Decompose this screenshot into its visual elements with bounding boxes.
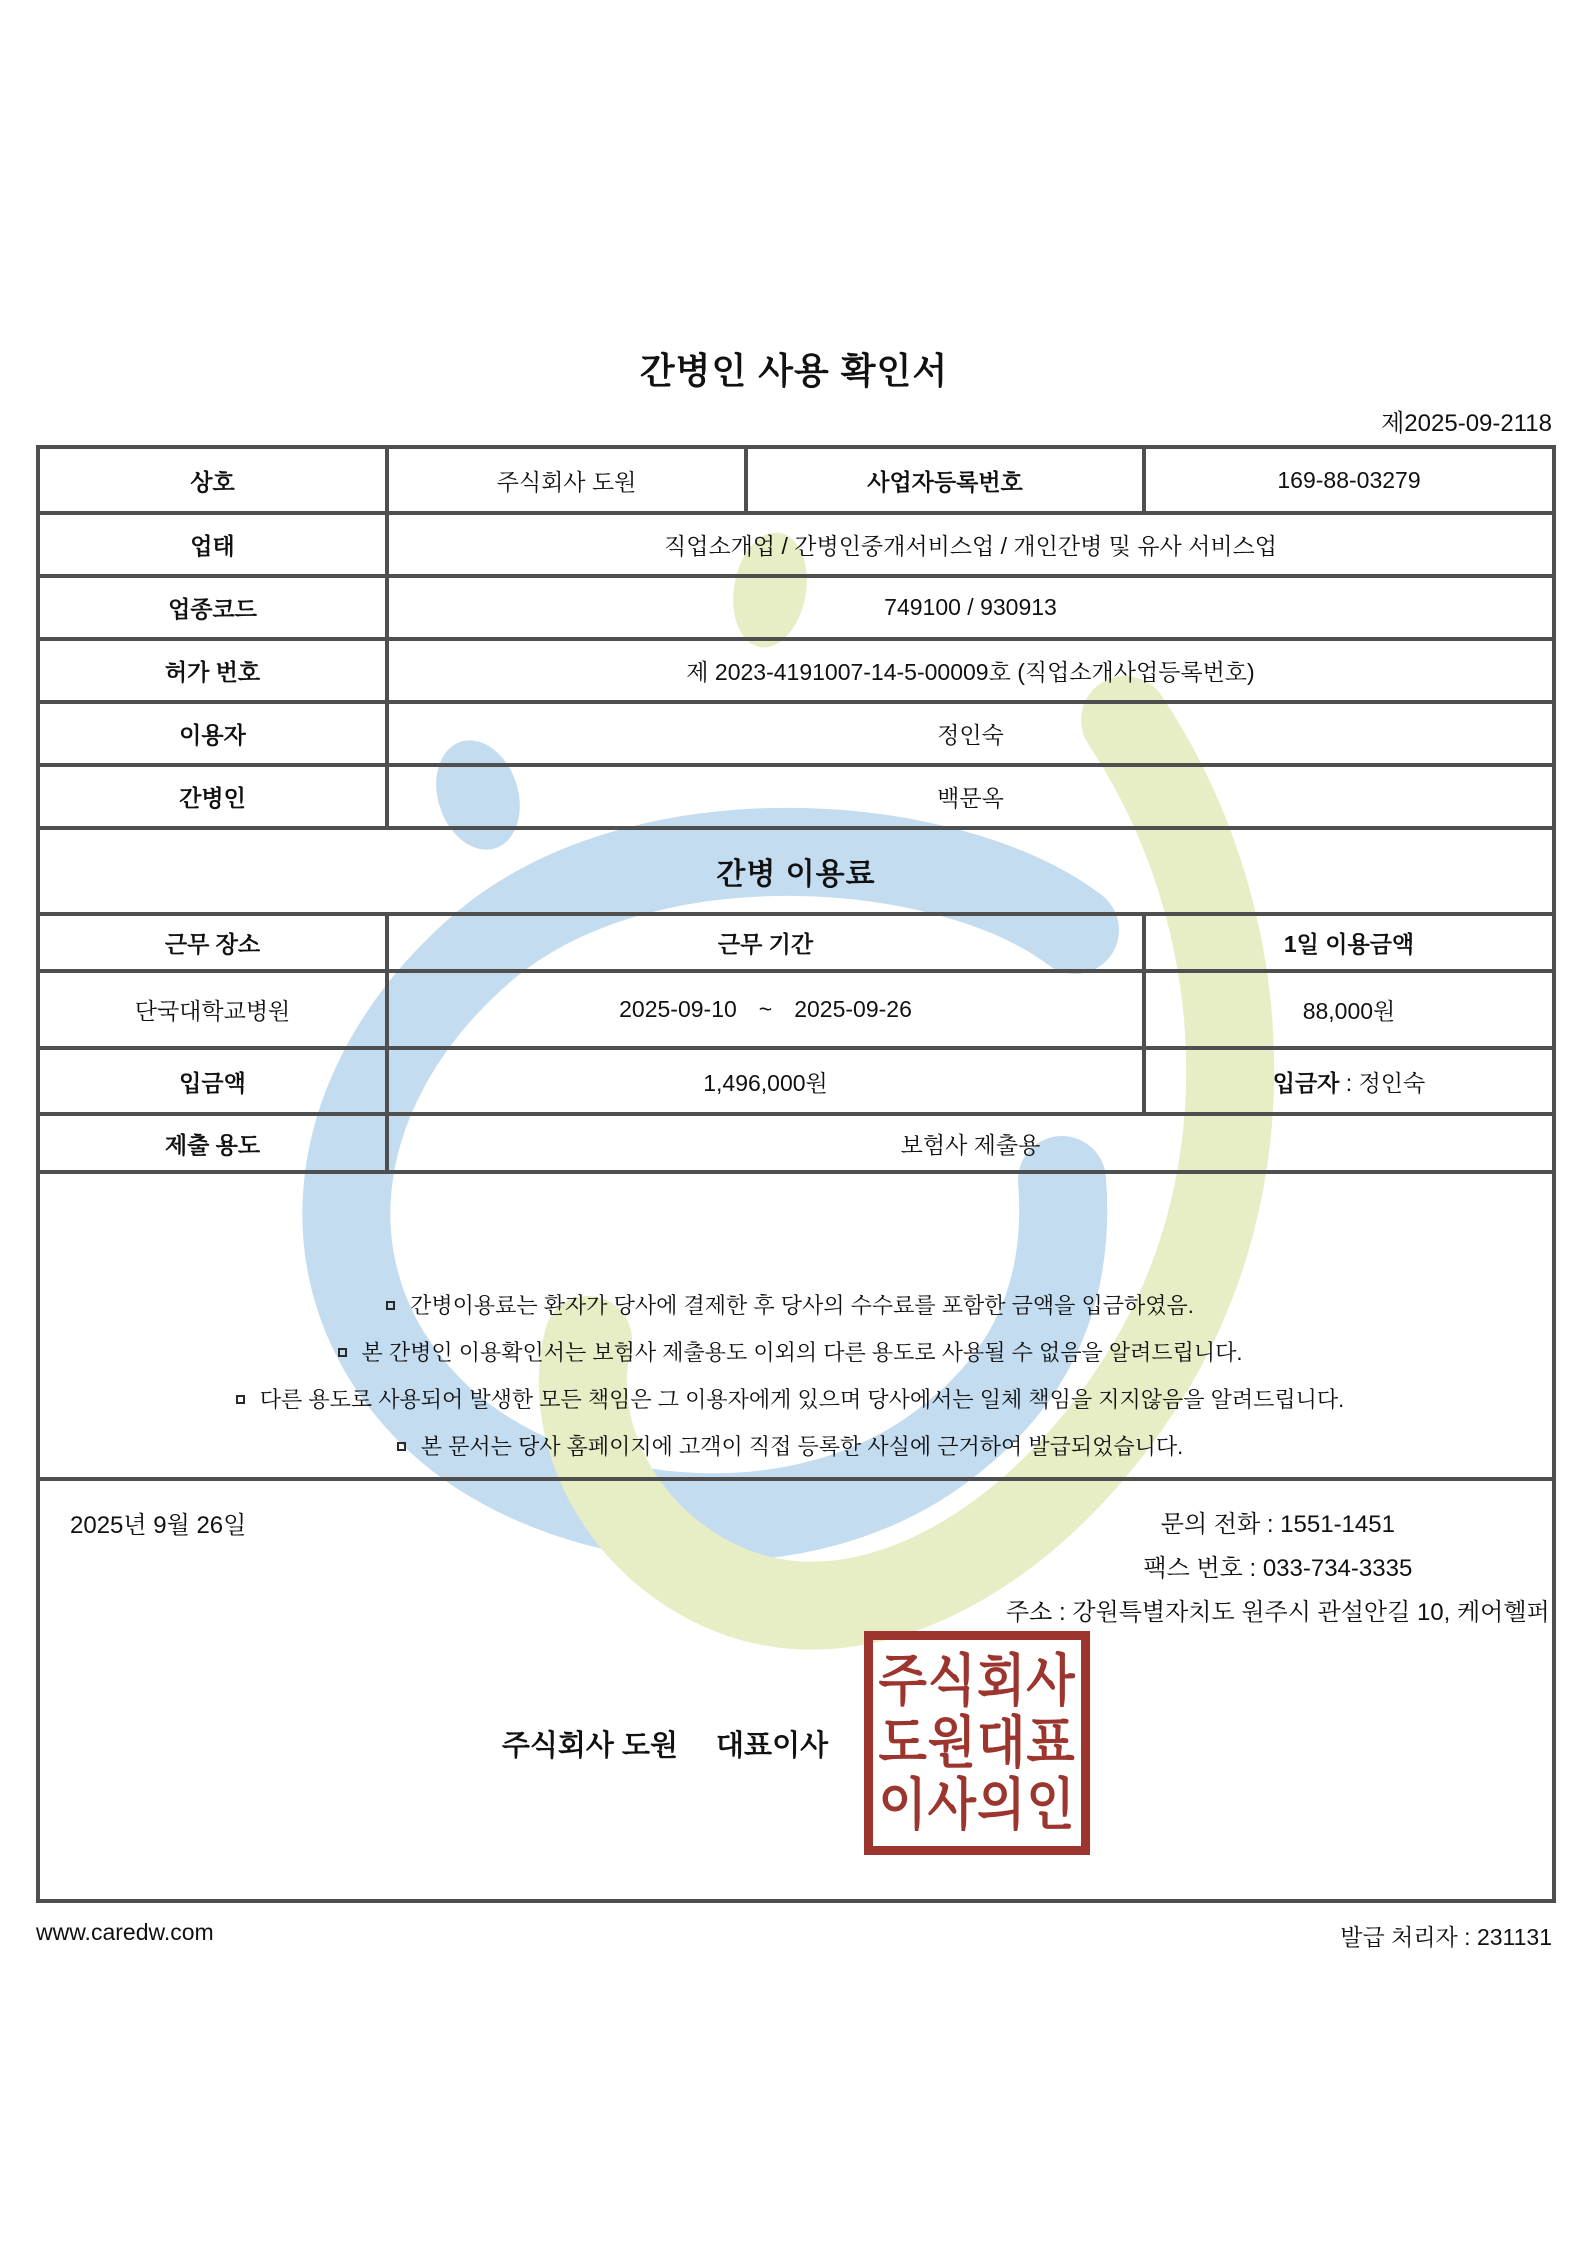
period-start-date: 2025-09-10 [619, 996, 737, 1022]
fee-header-row [38, 914, 1554, 971]
value-industry-code: 749100 / 930913 [387, 576, 1554, 639]
purpose-row [38, 1114, 1554, 1172]
seal-line: 이사의인 [878, 1773, 1076, 1837]
seal-line: 도원대표 [878, 1711, 1076, 1775]
value-user: 정인숙 [387, 702, 1554, 765]
label-submission-purpose: 제출 용도 [38, 1114, 387, 1172]
header-workplace: 근무 장소 [38, 914, 387, 971]
table-row-caregiver [38, 765, 1554, 828]
deposit-row [38, 1048, 1554, 1114]
label-business-type: 업태 [38, 513, 387, 576]
label-depositor: 입금자 [1272, 1069, 1340, 1096]
period-end-date: 2025-09-26 [794, 996, 912, 1022]
contact-phone: 문의 전화 : 1551-1451 [1160, 1511, 1395, 1538]
signature-block [38, 1479, 1554, 1901]
label-caregiver: 간병인 [38, 765, 387, 828]
seal-line: 주식회사 [878, 1649, 1076, 1713]
label-industry-code: 업종코드 [38, 576, 387, 639]
label-user: 이용자 [38, 702, 387, 765]
table-row-industry-code [38, 576, 1554, 639]
square-bullet-icon [236, 1395, 245, 1404]
footer-website: www.caredw.com [36, 1919, 214, 1945]
fee-data-row [38, 971, 1554, 1048]
value-permit-number: 제 2023-4191007-14-5-00009호 (직업소개사업등록번호) [387, 639, 1554, 702]
page-footer [36, 1919, 1552, 1952]
note-text: 본 간병인 이용확인서는 보험사 제출용도 이외의 다른 용도로 사용될 수 없음을 알려드립니다. [361, 1339, 1243, 1365]
header-work-period: 근무 기간 [387, 914, 1144, 971]
label-business-reg-number: 사업자등록번호 [746, 447, 1144, 513]
square-bullet-icon [397, 1442, 406, 1451]
fee-section-title: 간병 이용료 [38, 828, 1554, 914]
sign-role: 대표이사 [716, 1729, 829, 1762]
value-company-name: 주식회사 도원 [387, 447, 746, 513]
notes-block [38, 1172, 1554, 1479]
note-text: 간병이용료는 환자가 당사에 결제한 후 당사의 수수료를 포함한 금액을 입금하였음. [410, 1292, 1194, 1318]
table-row-permit-number [38, 639, 1554, 702]
label-permit-number: 허가 번호 [38, 639, 387, 702]
value-deposit-amount: 1,496,000원 [387, 1048, 1144, 1114]
depositor-name: 정인숙 [1358, 1069, 1426, 1096]
signature-row [38, 1479, 1554, 1901]
sign-company-name: 주식회사 도원 [501, 1729, 679, 1762]
value-depositor [1144, 1048, 1554, 1114]
note-text: 다른 용도로 사용되어 발생한 모든 책임은 그 이용자에게 있으며 당사에서는 일체 책임을 지지않음을 알려드립니다. [259, 1386, 1345, 1412]
depositor-separator: : [1339, 1069, 1359, 1096]
corporate-seal-stamp [864, 1631, 1090, 1855]
square-bullet-icon [386, 1301, 395, 1310]
notes-row [38, 1172, 1554, 1479]
confirmation-table [36, 445, 1556, 1903]
note-item [68, 1329, 1512, 1376]
value-business-type: 직업소개업 / 간병인중개서비스업 / 개인간병 및 유사 서비스업 [387, 513, 1554, 576]
value-work-period [387, 971, 1144, 1048]
period-separator: ~ [758, 996, 773, 1022]
value-daily-fee: 88,000원 [1144, 971, 1554, 1048]
value-caregiver: 백문옥 [387, 765, 1554, 828]
footer-issuer-id: 발급 처리자 : 231131 [1340, 1924, 1552, 1950]
note-item [68, 1423, 1512, 1470]
label-company-name: 상호 [38, 447, 387, 513]
label-deposit-amount: 입금액 [38, 1048, 387, 1114]
table-row-user [38, 702, 1554, 765]
note-text: 본 문서는 당사 홈페이지에 고객이 직접 등록한 사실에 근거하여 발급되었습니다. [420, 1433, 1184, 1459]
contact-address: 주소 : 강원특별자치도 원주시 관설안길 10, 케어헬퍼 [1006, 1599, 1550, 1626]
note-item [68, 1282, 1512, 1329]
table-row-company [38, 447, 1554, 513]
contact-info [1006, 1503, 1550, 1635]
company-signature-text [502, 1723, 828, 1764]
company-signature-group [40, 1631, 1552, 1855]
value-business-reg-number: 169-88-03279 [1144, 447, 1554, 513]
value-submission-purpose: 보험사 제출용 [387, 1114, 1554, 1172]
table-row-business-type [38, 513, 1554, 576]
fee-section-title-row [38, 828, 1554, 914]
header-daily-fee: 1일 이용금액 [1144, 914, 1554, 971]
contact-fax: 팩스 번호 : 033-734-3335 [1143, 1555, 1413, 1582]
issue-date: 2025년 9월 26일 [70, 1512, 247, 1539]
page-title: 간병인 사용 확인서 [639, 350, 949, 391]
square-bullet-icon [338, 1348, 347, 1357]
note-item [68, 1376, 1512, 1423]
document-number: 제2025-09-2118 [1381, 410, 1552, 437]
value-workplace: 단국대학교병원 [38, 971, 387, 1048]
